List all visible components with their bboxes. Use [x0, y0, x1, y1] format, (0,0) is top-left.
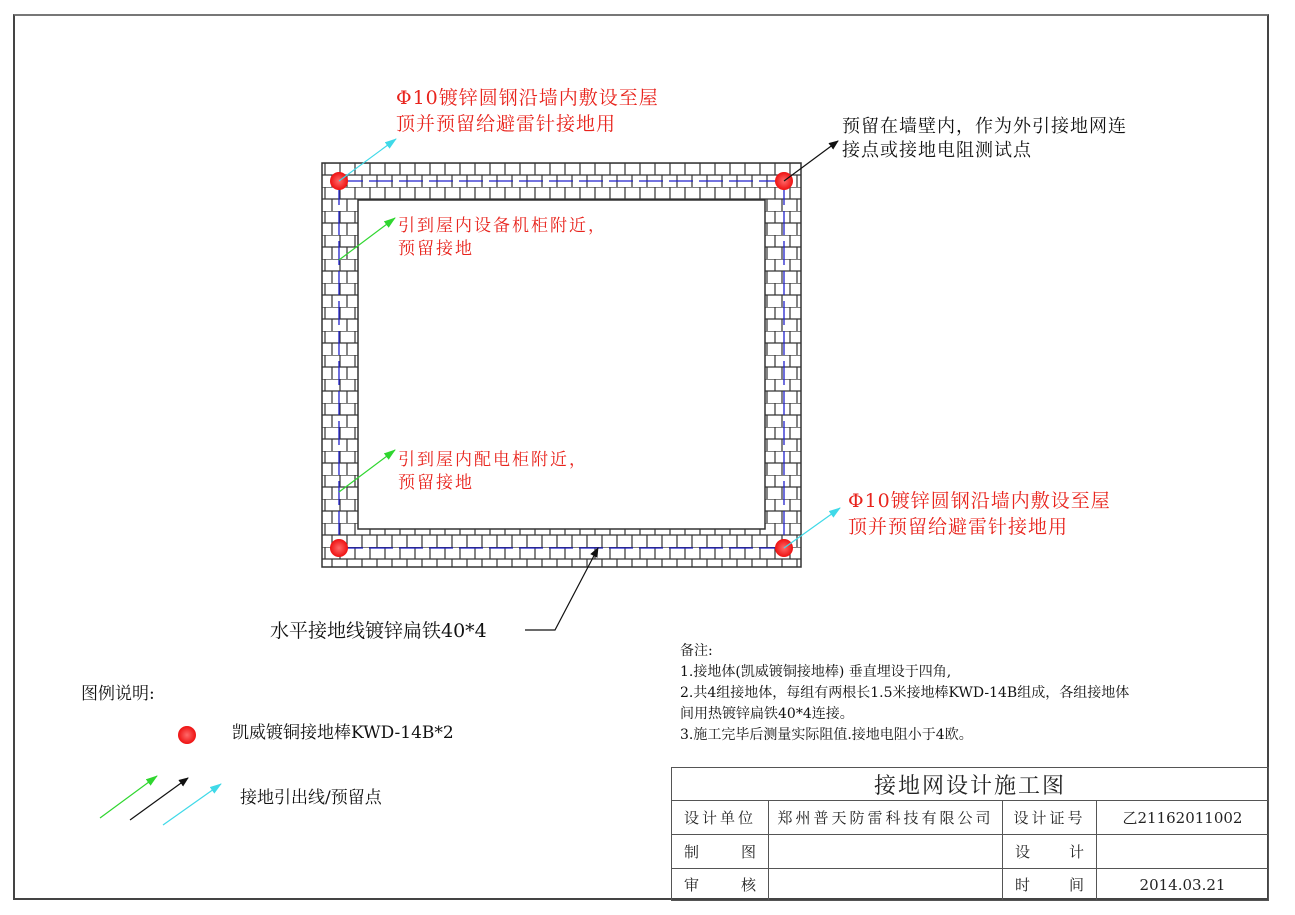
value-designed	[1097, 835, 1269, 869]
label-char: 时	[1015, 876, 1031, 894]
value-date: 2014.03.21	[1097, 869, 1269, 901]
annotation-inner-upper	[398, 215, 607, 261]
value-drafted	[769, 835, 1003, 869]
legend-item-arrows: 接地引出线/预留点	[240, 788, 382, 808]
value-reviewed	[769, 869, 1003, 901]
annotation-top-right	[842, 115, 1127, 164]
annotation-line: 引到屋内配电柜附近，	[398, 450, 588, 470]
annotation-line: 引到屋内设备机柜附近，	[398, 216, 607, 236]
annotation-bottom: 水平接地线镀锌扁铁40*4	[270, 620, 487, 642]
note-line: 1.接地体(凯威镀铜接地棒) 垂直埋设于四角,	[680, 664, 952, 680]
annotation-line: Φ10镀锌圆钢沿墙内敷设至屋	[396, 87, 659, 109]
label-char: 审	[684, 876, 700, 894]
notes-block	[680, 641, 1129, 746]
note-line: 间用热镀锌扁铁40*4连接。	[680, 706, 854, 722]
notes-heading: 备注:	[680, 643, 713, 659]
value-cert-no: 乙21162011002	[1097, 801, 1269, 835]
rod-bottom-left	[330, 539, 348, 557]
red-dot-icon	[178, 726, 196, 744]
title-block	[671, 767, 1269, 901]
annotation-line: 顶并预留给避雷针接地用	[848, 515, 1069, 538]
annotation-line: 预留接地	[398, 472, 474, 493]
annotation-line: Φ10镀锌圆钢沿墙内敷设至屋	[848, 490, 1111, 512]
annotation-line: 预留接地	[398, 238, 474, 259]
legend-item-rod: 凯威镀铜接地棒KWD-14B*2	[232, 723, 454, 743]
annotation-line: 顶并预留给避雷针接地用	[396, 112, 617, 135]
annotation-line: 接点或接地电阻测试点	[842, 140, 1032, 162]
label-char: 图	[740, 843, 756, 861]
label-design-unit: 设计单位	[672, 801, 769, 835]
value-design-unit: 郑州普天防雷科技有限公司	[769, 801, 1003, 835]
label-date	[1003, 869, 1097, 901]
label-char: 核	[740, 876, 756, 894]
green-arrow-icon	[100, 776, 157, 818]
annotation-line: 预留在墙壁内，作为外引接地网连	[842, 116, 1127, 137]
arrow-top-right-icon	[784, 141, 838, 181]
note-line: 2.共4组接地体，每组有两根长1.5米接地棒KWD-14B组成，各组接地体	[680, 685, 1130, 701]
label-reviewed	[672, 869, 769, 901]
note-line: 3.施工完毕后测量实际阻值.接地电阻小于4欧。	[680, 727, 973, 743]
label-designed	[1003, 835, 1097, 869]
label-char: 间	[1068, 876, 1084, 894]
label-char: 制	[684, 843, 700, 861]
label-cert-no: 设计证号	[1003, 801, 1097, 835]
annotation-bottom-right	[848, 489, 1111, 540]
annotation-top-left	[396, 86, 659, 137]
drawing-title: 接地网设计施工图	[672, 768, 1269, 801]
label-char: 设	[1015, 843, 1031, 861]
label-char: 计	[1068, 843, 1084, 861]
legend-symbols	[100, 726, 221, 825]
annotation-inner-lower	[398, 449, 588, 495]
legend-title: 图例说明:	[81, 684, 155, 704]
label-drafted	[672, 835, 769, 869]
